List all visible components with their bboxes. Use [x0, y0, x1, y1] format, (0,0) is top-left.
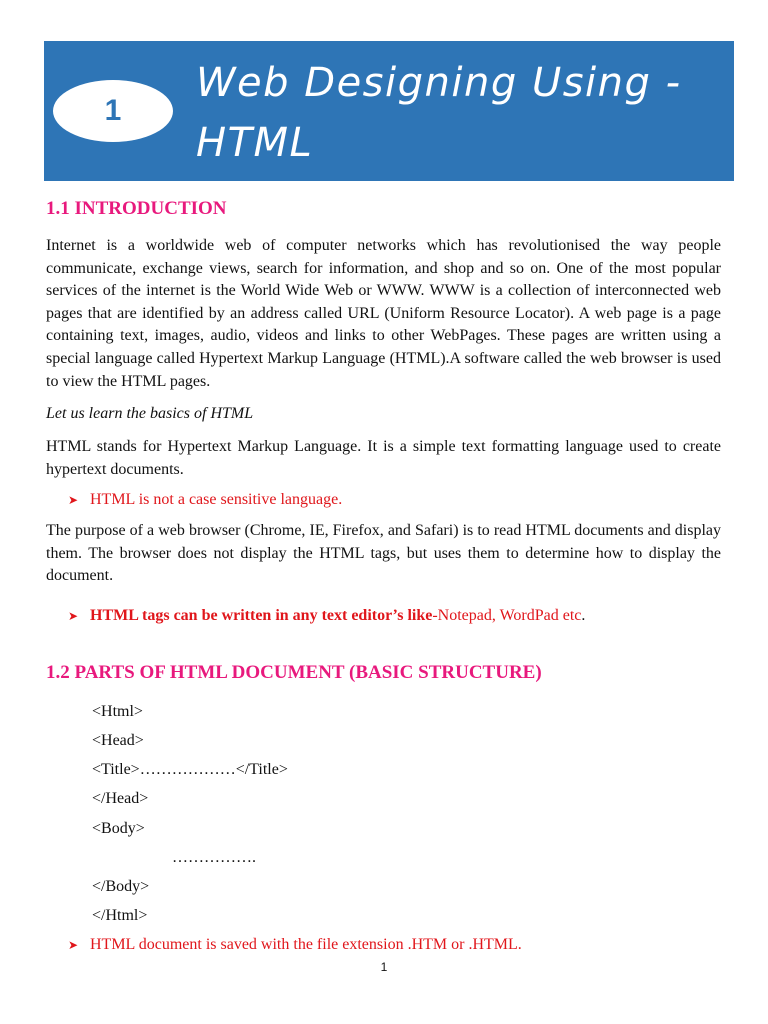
html-definition-paragraph: HTML stands for Hypertext Markup Language. It is a simple text formatting language used to create hypertext documents. — [46, 438, 721, 478]
bullet-text: HTML is not a case sensitive language. — [90, 491, 343, 508]
intro-paragraph: Internet is a worldwide web of computer networks which has revolutionised the way people communicate, exchange views, search for information, and shop and so on. One of the most popular services of the internet is the World Wide Web or WWW. WWW is a collection of interconnected web pages that are identified by an address called URL (Uniform Resource Locator). A web page is a page containing text, images, audio, videos and links to other WebPages. These pages are written using a special language called Hypertext Markup Language (HTML).A software called the web browser is used to view the HTML pages. — [46, 237, 721, 390]
code-line: <Head> — [92, 732, 144, 749]
bullet-file-extension — [68, 934, 522, 956]
section-heading-parts: 1.2 PARTS OF HTML DOCUMENT (BASIC STRUCTURE) — [46, 662, 542, 683]
section-heading-introduction: 1.1 INTRODUCTION — [46, 198, 227, 219]
arrow-bullet-icon: ➤ — [68, 609, 79, 623]
code-line: ……………. — [172, 849, 256, 866]
chapter-title: Web Designing Using - HTML — [196, 60, 682, 166]
code-line: <Title>………………</Title> — [92, 761, 288, 778]
page-number: 1 — [380, 960, 388, 974]
chapter-number: 1 — [104, 94, 122, 127]
chapter-header-banner — [44, 41, 734, 181]
arrow-bullet-icon: ➤ — [68, 938, 79, 952]
arrow-bullet-icon: ➤ — [68, 493, 79, 507]
bullet-period: . — [581, 607, 586, 624]
code-line: <Html> — [92, 703, 143, 720]
bullet-editor-examples: -Notepad, WordPad etc — [432, 607, 582, 624]
bullet-bold-text: HTML tags can be written in any text editor’s like — [90, 607, 433, 624]
bullet-case-sensitive — [68, 489, 342, 511]
code-line: </Body> — [92, 878, 150, 895]
bullet-text: HTML document is saved with the file extension .HTM or .HTML. — [90, 936, 522, 953]
bullet-text-editor — [68, 605, 585, 627]
browser-paragraph: The purpose of a web browser (Chrome, IE, Firefox, and Safari) is to read HTML documents and display them. The browser does not display the HTML tags, but uses them to determine how to display the document. — [46, 522, 721, 585]
chapter-number-badge — [53, 80, 173, 142]
code-line: </Head> — [92, 790, 149, 807]
code-line: <Body> — [92, 820, 145, 837]
code-line: </Html> — [92, 907, 148, 924]
italic-subheading: Let us learn the basics of HTML — [46, 405, 254, 422]
